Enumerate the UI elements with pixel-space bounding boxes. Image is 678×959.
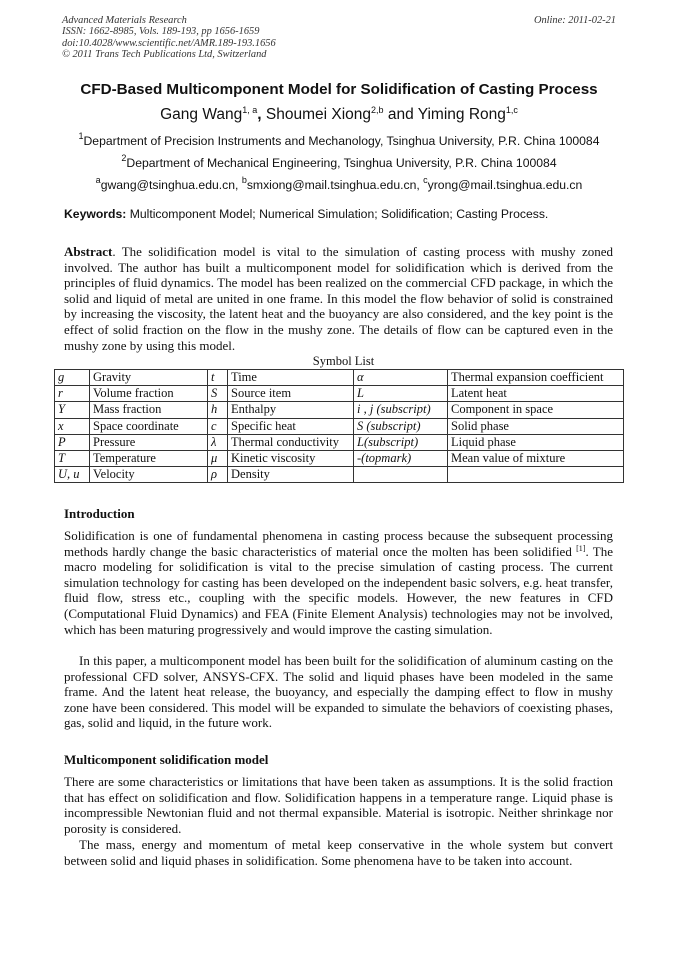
symbol-list-caption: Symbol List [312,354,375,368]
symbol-cell: -(topmark) [354,450,448,466]
meaning-cell: Space coordinate [90,418,208,434]
meaning-cell: Thermal expansion coefficient [448,370,624,386]
email-address: gwang@tsinghua.edu.cn, [100,178,242,192]
author-line [40,105,638,124]
journal-header [62,15,616,60]
introduction-paragraph-1 [64,528,613,637]
author-name: Gang Wang [160,106,243,123]
meaning-cell: Specific heat [228,418,354,434]
author-superscript: 2,b [371,105,384,115]
author-separator: , [257,106,266,123]
symbol-cell: S (subscript) [354,418,448,434]
intro-text: Solidification is one of fundamental phenomena in casting process because the subsequent processing methods hardly change the basic characteristics of material once the molten has been solidified [64,528,613,559]
meaning-cell: Liquid phase [448,434,624,450]
email-address: yrong@mail.tsinghua.edu.cn [427,178,583,192]
author-separator: and [383,106,418,123]
meaning-cell: Component in space [448,402,624,418]
meaning-cell: Source item [228,386,354,402]
keywords-text: Multicomponent Model; Numerical Simulation; Solidification; Casting Process. [126,207,549,221]
meaning-cell: Pressure [90,434,208,450]
keywords [64,207,624,221]
table-row [55,467,624,483]
meaning-cell: Mean value of mixture [448,450,624,466]
symbol-cell: T [55,450,90,466]
meaning-cell: Mass fraction [90,402,208,418]
symbol-cell: ρ [208,467,228,483]
meaning-cell: Density [228,467,354,483]
author-superscript: 1, a [242,105,258,115]
symbol-cell: r [55,386,90,402]
table-row [55,418,624,434]
meaning-cell [448,467,624,483]
citation-ref: [1] [576,543,586,553]
introduction-paragraph-2: In this paper, a multicomponent model has been built for the solidification of aluminum casting on the professional CFD solver, ANSYS-CFX. The solid and liquid phases have been modeled in the same frame. And the latent heat release, the buoyancy, and especially the damping effect to flow in mushy zone have been considered. This model will be expanded to simulate the behaviors of coexisting phases, gas, solid and liquid, in the future work. [64,653,613,731]
journal-name: Advanced Materials Research [62,15,187,26]
affiliation-text: Department of Precision Instruments and Mechanology, Tsinghua University, P.R. China 100084 [83,134,600,148]
symbol-cell: g [55,370,90,386]
symbol-cell: h [208,402,228,418]
doi-line: doi:10.4028/www.scientific.net/AMR.189-193.1656 [62,37,276,49]
meaning-cell: Temperature [90,450,208,466]
symbol-cell: S [208,386,228,402]
table-row [55,386,624,402]
paper-title: CFD-Based Multicomponent Model for Solidification of Casting Process [80,81,598,98]
symbol-cell: t [208,370,228,386]
abstract-label: Abstract [64,244,113,259]
symbol-cell: λ [208,434,228,450]
meaning-cell: Velocity [90,467,208,483]
email-address: smxiong@mail.tsinghua.edu.cn, [246,178,424,192]
meaning-cell: Enthalpy [228,402,354,418]
symbol-cell: P [55,434,90,450]
affiliation-text: Department of Mechanical Engineering, Tsinghua University, P.R. China 100084 [126,156,557,170]
symbol-cell: Y [55,402,90,418]
symbol-cell: c [208,418,228,434]
author-name: Yiming Rong [417,106,506,123]
symbol-table [54,369,624,483]
meaning-cell: Solid phase [448,418,624,434]
abstract-text: . The solidification model is vital to the simulation of casting process with mushy zoned involved. The author has built a multicomponent model for solidification which is derived from the principles of fluid dynamics. The model has been realized on the commercial CFD package, in which the solid and liquid of metal are united in one frame. In this model the flow behavior of solid is constrained by increasing the viscosity, the latent heat and the buoyancy are also considered, and the key point is the effect of solid fraction on the flow in the mushy zone. The details of flow can be captured even in the mushy zone by using this model. [64,244,613,353]
model-paragraph-2: The mass, energy and momentum of metal keep conservative in the whole system but convert between solid and liquid phases in solidification. Some phenomena have to be taken into account. [64,837,613,868]
meaning-cell: Latent heat [448,386,624,402]
email-superscript: b [241,175,247,185]
table-row [55,402,624,418]
affiliation-superscript: 1 [78,131,84,141]
symbol-cell: U, u [55,467,90,483]
author-superscript: 1,c [505,105,518,115]
online-date: Online: 2011-02-21 [533,15,616,26]
intro-text: . The macro modeling for solidification is vital to the precise simulation of casting process. The current simulation technology for casting has been developed on the independent basic solvers, e.g. heat transfer, fluid flow, stress etc., coupling with the specific models. However, the new features in CFD (Computational Fluid Dynamics) and FEA (Finite Element Analysis) technologies may not be involved, which has been maturing progressively and would improve the casting simulation. [64,543,613,637]
affiliation-2 [40,153,638,170]
meaning-cell: Thermal conductivity [228,434,354,450]
symbol-cell: L [354,386,448,402]
model-paragraph-1: There are some characteristics or limitations that have been taken as assumptions. It is the solid fraction that has effect on solidification and flow. Solidification happens in a temperature range. Liquid phase is incompressible Newtonian fluid and not thermal expansible. Material is isotropic. Neither shrinkage nor porosity is considered. [64,774,613,836]
symbol-cell: x [55,418,90,434]
copyright-line: © 2011 Trans Tech Publications Ltd, Switzerland [62,48,267,60]
issn-line: ISSN: 1662-8985, Vols. 189-193, pp 1656-1659 [62,26,260,38]
symbol-cell: L(subscript) [354,434,448,450]
introduction-heading: Introduction [64,506,135,521]
meaning-cell: Time [228,370,354,386]
keywords-label: Keywords: [64,207,127,221]
table-row [55,450,624,466]
symbol-cell: μ [208,450,228,466]
meaning-cell: Gravity [90,370,208,386]
abstract [64,244,613,353]
model-section-heading: Multicomponent solidification model [64,752,269,767]
author-name: Shoumei Xiong [265,106,371,123]
email-superscript: c [423,175,428,185]
symbol-cell: α [354,370,448,386]
table-row [55,370,624,386]
email-superscript: a [95,175,101,185]
table-row [55,434,624,450]
email-line [40,175,638,192]
meaning-cell: Kinetic viscosity [228,450,354,466]
symbol-cell: i , j (subscript) [354,402,448,418]
meaning-cell: Volume fraction [90,386,208,402]
affiliation-1 [40,131,638,148]
symbol-cell [354,467,448,483]
affiliation-superscript: 2 [121,153,127,163]
